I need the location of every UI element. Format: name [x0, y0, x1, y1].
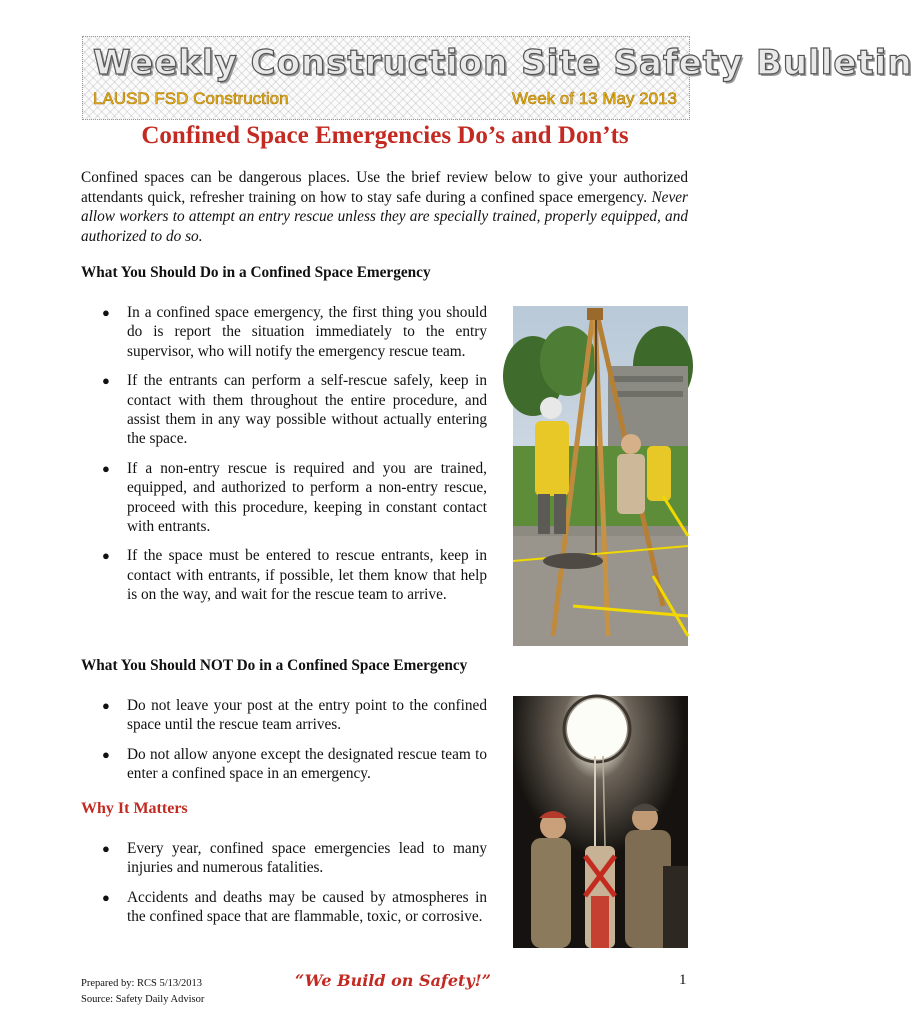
bullet-icon: ●: [102, 889, 110, 905]
list-item: ● In a confined space emergency, the first thing you should do is report the situation immediately to the entry supervisor, who will notify the emergency rescue team.: [102, 304, 487, 360]
bullet-icon: ●: [102, 841, 110, 856]
week-label: Week of 13 May 2013: [511, 89, 677, 108]
page-title: Confined Space Emergencies Do’s and Don’ts: [141, 122, 629, 149]
bullet-icon: ●: [102, 698, 110, 713]
section-do-list: [81, 303, 487, 614]
footer-credits: [81, 976, 204, 1008]
intro-emphasis: Never allow workers to attempt an entry rescue unless they are specially trained, properly equipped, and authorized to do so.: [81, 188, 688, 246]
rescue-from-below-illustration: [513, 696, 688, 948]
safety-slogan: “We Build on Safety!”: [295, 971, 491, 990]
list-item: ● Accidents and deaths may be caused by atmospheres in the confined space that are flammable, toxic, or corrosive.: [102, 888, 487, 926]
section-dont-list: [81, 696, 487, 793]
section-dont-heading: What You Should NOT Do in a Confined Space Emergency: [81, 657, 468, 674]
prepared-by: Prepared by: RCS 5/13/2013: [81, 978, 203, 989]
section-why-list: [81, 839, 487, 936]
section-why-heading: Why It Matters: [81, 800, 188, 817]
confined-space-rescue-photo: [513, 696, 688, 948]
list-item: ● Every year, confined space emergencies lead to many injuries and numerous fatalities.: [102, 840, 487, 877]
intro-paragraph: [81, 168, 688, 247]
list-item: ● If the space must be entered to rescue entrants, keep in contact with entrants, if possible, let them know that help is on the way, and wait for the rescue team to arrive.: [102, 547, 487, 604]
bullet-icon: ●: [102, 460, 110, 476]
bullet-icon: ●: [102, 746, 110, 762]
bullet-icon: ●: [102, 373, 110, 389]
bullet-icon: ●: [102, 548, 110, 564]
list-item: ● Do not leave your post at the entry point to the confined space until the rescue team arrives.: [102, 697, 487, 734]
list-item: ● If a non-entry rescue is required and you are trained, equipped, and authorized to perform a non-entry rescue, proceed with this procedure, keeping in constant contact with entrants.: [102, 459, 487, 536]
source-line: Source: Safety Daily Advisor: [81, 994, 205, 1005]
bullet-icon: ●: [102, 305, 110, 320]
list-item: ● If the entrants can perform a self-rescue safely, keep in contact with them throughout the entire procedure, and assist them in any way possible without actually entering the space.: [102, 372, 487, 448]
list-item: ● Do not allow anyone except the designated rescue team to enter a confined space in an emergency.: [102, 745, 487, 783]
page-number: 1: [679, 972, 687, 988]
section-do-heading: What You Should Do in a Confined Space Emergency: [81, 264, 431, 281]
tripod-rescue-photo: [513, 306, 688, 646]
banner-title: Weekly Construction Site Safety Bulletin: [93, 43, 913, 83]
header-banner: [82, 36, 913, 120]
intro-text: Confined spaces can be dangerous places. Use the brief review below to give your authorized attendants quick, refresher training on how to stay safe during a confined space emergency.: [81, 169, 688, 206]
organization-label: LAUSD FSD Construction: [93, 89, 289, 108]
tripod-rescue-illustration: [513, 306, 688, 646]
